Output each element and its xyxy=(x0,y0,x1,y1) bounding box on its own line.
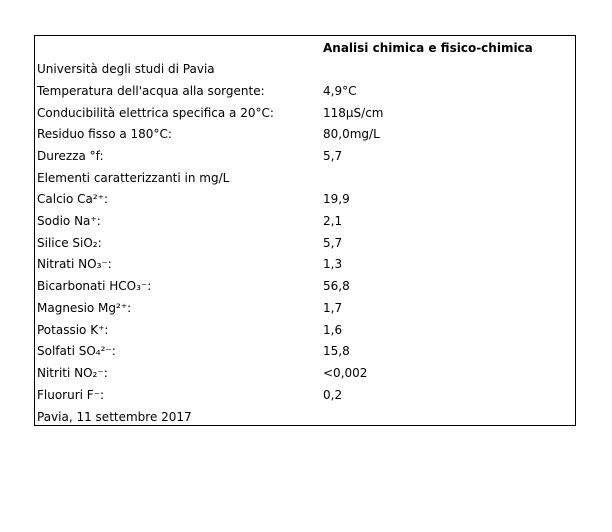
element-value: 0,2 xyxy=(323,388,343,402)
table-row xyxy=(35,341,575,363)
element-label: Fluoruri F⁻: xyxy=(37,388,105,402)
table-row xyxy=(35,276,575,298)
table-row xyxy=(35,124,575,146)
element-value: 1,7 xyxy=(323,301,343,315)
source-label: Università degli studi di Pavia xyxy=(37,62,215,76)
table-row xyxy=(35,254,575,276)
elements-heading-row xyxy=(35,168,575,190)
element-value: <0,002 xyxy=(323,366,368,380)
element-label: Calcio Ca²⁺: xyxy=(37,192,109,206)
elements-heading: Elementi caratterizzanti in mg/L xyxy=(37,171,230,185)
element-label: Nitriti NO₂⁻: xyxy=(37,366,108,380)
row-label: Durezza °f: xyxy=(37,149,104,163)
table-row xyxy=(35,320,575,342)
element-label: Potassio K⁺: xyxy=(37,323,109,337)
analysis-card xyxy=(34,35,576,426)
table-row xyxy=(35,103,575,125)
table-row xyxy=(35,233,575,255)
row-value: 4,9°C xyxy=(323,84,357,98)
table-row xyxy=(35,211,575,233)
table-row xyxy=(35,363,575,385)
row-label: Conducibilità elettrica specifica a 20°C: xyxy=(37,106,274,120)
element-label: Solfati SO₄²⁻: xyxy=(37,344,116,358)
element-value: 15,8 xyxy=(323,344,350,358)
analysis-title: Analisi chimica e fisico-chimica xyxy=(323,41,533,55)
element-value: 56,8 xyxy=(323,279,350,293)
row-value: 5,7 xyxy=(323,149,343,163)
row-label: Temperatura dell'acqua alla sorgente: xyxy=(37,84,265,98)
footer-date: Pavia, 11 settembre 2017 xyxy=(37,410,192,424)
element-value: 1,6 xyxy=(323,323,343,337)
table-row xyxy=(35,298,575,320)
source-row xyxy=(35,59,575,81)
table-row xyxy=(35,189,575,211)
element-label: Magnesio Mg²⁺: xyxy=(37,301,132,315)
element-value: 1,3 xyxy=(323,257,343,271)
element-label: Sodio Na⁺: xyxy=(37,214,101,228)
element-label: Nitrati NO₃⁻: xyxy=(37,257,112,271)
table-row xyxy=(35,81,575,103)
row-label: Residuo fisso a 180°C: xyxy=(37,127,172,141)
element-value: 2,1 xyxy=(323,214,343,228)
element-label: Bicarbonati HCO₃⁻: xyxy=(37,279,152,293)
row-value: 80,0mg/L xyxy=(323,127,380,141)
row-value: 118µS/cm xyxy=(323,106,384,120)
table-row xyxy=(35,146,575,168)
table-row xyxy=(35,385,575,407)
element-value: 5,7 xyxy=(323,236,343,250)
element-value: 19,9 xyxy=(323,192,350,206)
element-label: Silice SiO₂: xyxy=(37,236,102,250)
